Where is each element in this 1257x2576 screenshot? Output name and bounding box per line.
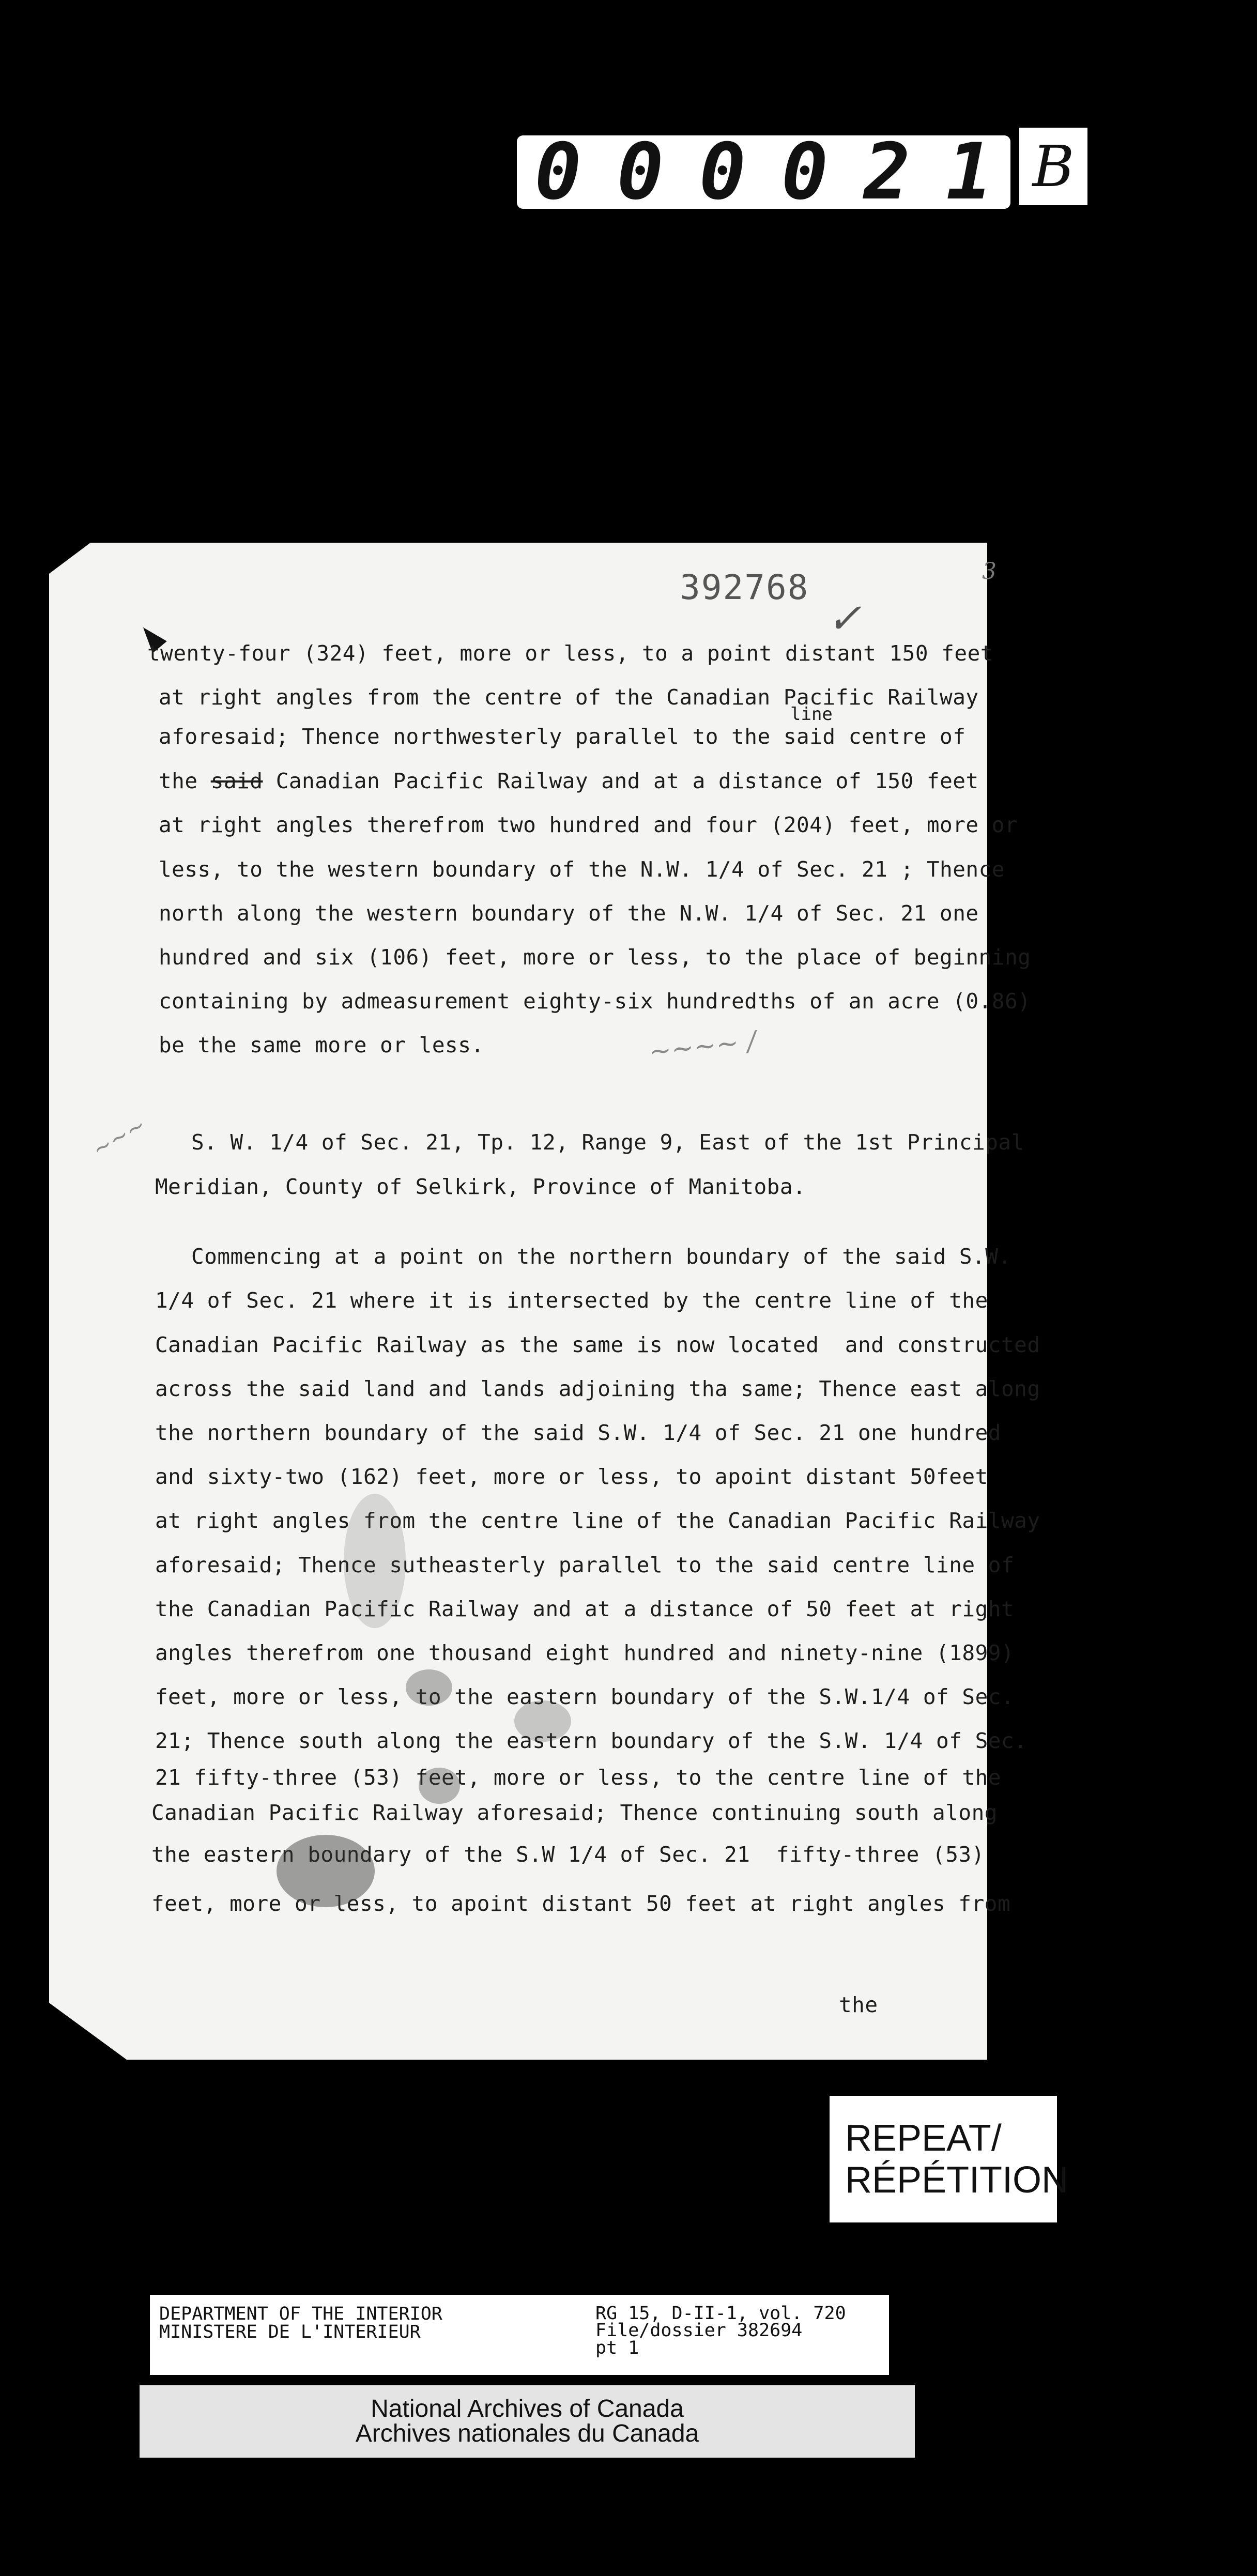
frame-digit: 1 [946,127,993,217]
text-line: the northern boundary of the said S.W. 1/4 of Sec. 21 one hundred [155,1420,1001,1445]
text-line: at right angles from the centre of the Canadian Pacific Railway [159,685,979,710]
text-line: angles therefrom one thousand eight hundred and ninety-nine (1899) [155,1640,1015,1665]
check-mark-icon: ✓ [827,594,862,642]
text-line: S. W. 1/4 of Sec. 21, Tp. 12, Range 9, East of the 1st Principal [191,1130,1024,1155]
text-line: Commencing at a point on the northern boundary of the said S.W. [191,1244,1011,1269]
text-line: aforesaid; Thence sutheasterly parallel to the said centre line of [155,1553,1015,1577]
text-line: north along the western boundary of the N.W. 1/4 of Sec. 21 one [159,901,979,926]
frame-digit: 0 [617,127,664,217]
handwritten-margin-note: ~~~ [87,1111,150,1163]
text-line: 21; Thence south along the eastern boundary of the S.W. 1/4 of Sec. [155,1728,1028,1753]
interline-insertion: line [790,704,833,725]
archives-banner [140,2385,915,2458]
document-page [49,543,1040,2060]
text-line: be the same more or less. [159,1033,484,1057]
text-line: the eastern boundary of the S.W 1/4 of Sec. 21 fifty-three (53) [151,1842,985,1867]
text-line: Canadian Pacific Railway as the same is now located and constructed [155,1332,1040,1357]
text-line: hundred and six (106) feet, more or less, to the place of beginning [159,945,1031,970]
text-line: 21 fifty-three (53) feet, more or less, to the centre line of the [155,1765,1001,1790]
frame-digit: 0 [699,127,746,217]
repeat-stamp-line-en: REPEAT/ [845,2117,1002,2159]
ink-smudge [277,1835,375,1907]
archive-reference-label [150,2295,889,2375]
repeat-stamp-line-fr: RÉPÉTITION [845,2159,1069,2201]
text-line: twenty-four (324) feet, more or less, to a point distant 150 feet [147,641,993,666]
text-line: feet, more or less, to the eastern boundary of the S.W.1/4 of Sec. [155,1684,1015,1709]
page-corner-fold [49,2003,127,2060]
struck-word: said [210,769,263,793]
text-line: the Canadian Pacific Railway and at a distance of 50 feet at right [155,1597,1015,1621]
page-corner-tear [49,543,90,574]
department-name-fr: MINISTERE DE L'INTERIEUR [159,2322,421,2342]
ink-smudge [406,1669,452,1706]
text-line: at right angles from the centre line of the Canadian Pacific Railway [155,1508,1040,1533]
handwritten-note: ~~~~ / [647,1025,758,1068]
text-line: 1/4 of Sec. 21 where it is intersected by the centre line of the [155,1288,988,1313]
text-line: less, to the western boundary of the N.W. 1/4 of Sec. 21 ; Thence [159,857,1005,882]
text-line: Meridian, County of Selkirk, Province of Manitoba. [155,1174,806,1199]
ink-smudge [514,1700,571,1742]
text-line: across the said land and lands adjoining tha same; Thence east along [155,1376,1040,1401]
file-reference [595,2305,846,2357]
file-part: pt 1 [595,2337,639,2358]
text-line: feet, more or less, to apoint distant 50 feet at right angles from [151,1891,1011,1916]
frame-digit: 0 [781,127,829,217]
ink-smudge [344,1494,406,1628]
frame-letter: B [1019,128,1087,205]
frame-number-strip [517,127,1010,217]
department-name [159,2305,442,2341]
ink-smudge [419,1768,460,1804]
frame-digit: 0 [534,127,581,217]
file-dossier-number: File/dossier 382694 [595,2320,803,2341]
page-corner-number: 3 [982,558,997,585]
frame-digit: 2 [864,127,911,217]
archives-name-en: National Archives of Canada [371,2395,684,2422]
page-stamp-number: 392768 [680,568,809,607]
text-line: containing by admeasurement eighty-six hundredths of an acre (0.86) [159,989,1031,1014]
archives-name-fr: Archives nationales du Canada [355,2420,699,2447]
text-line [159,769,1097,793]
text-fragment: the [159,769,211,793]
record-group-volume: RG 15, D-II-1, vol. 720 [595,2303,846,2324]
text-fragment: Canadian Pacific Railway and at a distance of 150 feet [275,769,979,793]
repeat-stamp [830,2096,1069,2222]
text-line: aforesaid; Thence northwesterly parallel to the said centre of [159,724,966,749]
text-line: Canadian Pacific Railway aforesaid; Thence continuing south along [151,1800,998,1825]
text-line: and sixty-two (162) feet, more or less, to apoint distant 50feet [155,1464,988,1489]
catchword: the [839,1992,878,2017]
text-line: at right angles therefrom two hundred and four (204) feet, more or [159,812,1018,837]
department-name-en: DEPARTMENT OF THE INTERIOR [159,2304,442,2324]
